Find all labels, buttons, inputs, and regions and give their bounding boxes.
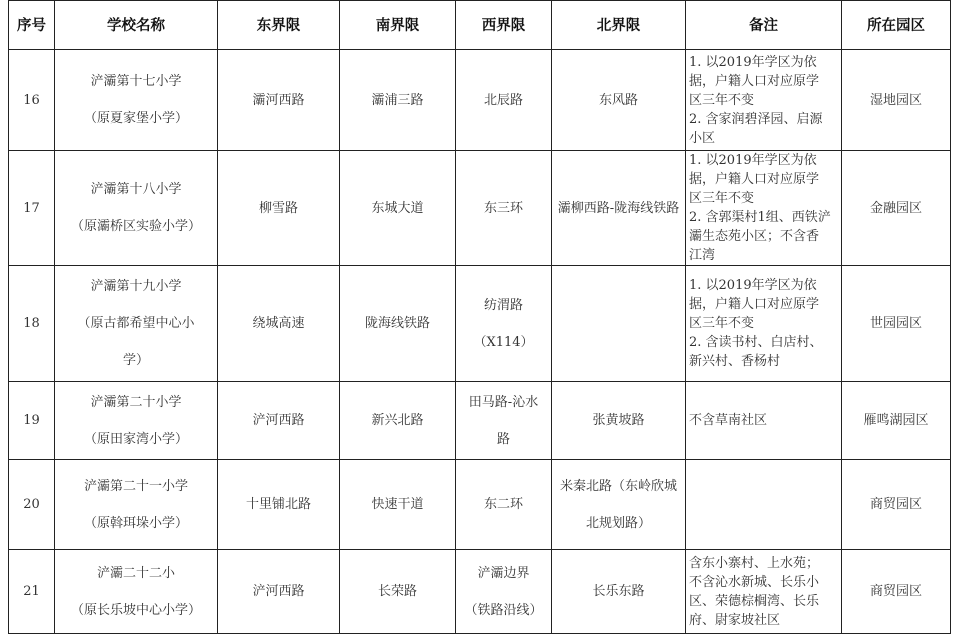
cell-west-line: 浐灞边界 <box>477 565 530 581</box>
cell-note <box>686 550 842 634</box>
cell-east-line: 灞河西路 <box>252 92 305 108</box>
cell-school-line: 浐灞第二十一小学 <box>83 478 188 494</box>
cell-west-line: 东二环 <box>483 497 523 512</box>
cell-east <box>218 460 340 550</box>
table-row <box>9 151 951 266</box>
cell-school-line: （原斡珥垛小学） <box>83 515 188 531</box>
header-north: 北界限 <box>552 1 686 50</box>
cell-east <box>218 50 340 151</box>
cell-park: 世园园区 <box>842 266 951 382</box>
cell-east-line: 十里铺北路 <box>245 497 311 512</box>
cell-east-line: 浐河西路 <box>252 584 305 599</box>
cell-south <box>340 266 456 382</box>
cell-note <box>686 151 842 266</box>
cell-west-line: （X114） <box>473 334 534 350</box>
cell-south <box>340 550 456 634</box>
cell-north <box>552 151 686 266</box>
table-row <box>9 50 951 151</box>
cell-west-line: 田马路-沁水 <box>468 394 539 410</box>
cell-note <box>686 460 842 550</box>
header-park: 所在园区 <box>842 1 951 50</box>
cell-school-line: （原田家湾小学） <box>83 431 188 447</box>
cell-note <box>686 382 842 460</box>
cell-south <box>340 50 456 151</box>
cell-south <box>340 460 456 550</box>
cell-school <box>55 382 218 460</box>
cell-park: 湿地园区 <box>842 50 951 151</box>
cell-park: 商贸园区 <box>842 550 951 634</box>
cell-west <box>456 151 552 266</box>
cell-west-line: （铁路沿线） <box>464 602 543 618</box>
cell-school-line: （原夏家堡小学） <box>83 111 188 126</box>
cell-note-line: 含东小寨村、上水苑； <box>689 555 820 571</box>
cell-north-line: 长乐东路 <box>592 584 645 599</box>
cell-note-line: 1. 以2019年学区为依 <box>689 153 817 168</box>
cell-note-line: 江湾 <box>689 248 716 263</box>
cell-park: 雁鸣湖园区 <box>842 382 951 460</box>
header-note: 备注 <box>686 1 842 50</box>
cell-east-line: 绕城高速 <box>252 316 305 331</box>
cell-east <box>218 382 340 460</box>
cell-note-line: 区三年不变 <box>689 316 755 331</box>
cell-no: 17 <box>9 151 55 266</box>
cell-north-line: 灞柳西路-陇海线铁路 <box>557 200 680 216</box>
cell-no: 18 <box>9 266 55 382</box>
cell-west-line: 纺渭路 <box>483 297 523 313</box>
table-row <box>9 550 951 634</box>
cell-note-line: 区三年不变 <box>689 191 755 206</box>
cell-north-line: 米秦北路（东岭欣城 <box>559 478 677 494</box>
cell-north <box>552 382 686 460</box>
cell-school <box>55 151 218 266</box>
table-header-row <box>9 1 951 50</box>
cell-north <box>552 266 686 382</box>
cell-note-line: 区、荣德棕榈湾、长乐 <box>689 593 820 609</box>
cell-east <box>218 151 340 266</box>
cell-note-line: 灞生态苑小区；不含香 <box>689 229 820 244</box>
header-east: 东界限 <box>218 1 340 50</box>
cell-west <box>456 550 552 634</box>
cell-east-line: 浐河西路 <box>252 413 305 428</box>
cell-south-line: 快速干道 <box>371 497 424 512</box>
header-south: 南界限 <box>340 1 456 50</box>
cell-school <box>55 266 218 382</box>
cell-note-line: 不含草南社区 <box>689 413 768 428</box>
cell-note-line: 府、尉家坡社区 <box>689 612 781 628</box>
cell-north-line: 张黄坡路 <box>592 413 645 428</box>
cell-east <box>218 550 340 634</box>
cell-south-line: 陇海线铁路 <box>364 316 430 331</box>
cell-note-line: 1. 以2019年学区为依 <box>689 54 817 70</box>
table-row <box>9 266 951 382</box>
cell-school-line: 浐灞二十二小 <box>96 565 175 581</box>
cell-school <box>55 460 218 550</box>
cell-note-line: 2. 含家润碧泽园、启源 <box>689 111 823 127</box>
cell-no: 21 <box>9 550 55 634</box>
cell-note-line: 2. 含读书村、白店村、 <box>689 335 823 350</box>
table-row <box>9 382 951 460</box>
cell-note-line: 小区 <box>689 130 716 146</box>
cell-no: 19 <box>9 382 55 460</box>
cell-note-line: 区三年不变 <box>689 92 755 108</box>
cell-school-line: 学） <box>122 353 149 368</box>
cell-school <box>55 50 218 151</box>
school-district-table <box>8 0 951 634</box>
cell-note <box>686 50 842 151</box>
cell-south-line: 东城大道 <box>371 200 424 216</box>
cell-school-line: 浐灞第十八小学 <box>90 182 182 197</box>
cell-school-line: （原灞桥区实验小学） <box>70 219 201 234</box>
cell-west <box>456 460 552 550</box>
cell-south <box>340 382 456 460</box>
cell-west <box>456 266 552 382</box>
cell-note-line: 新兴村、香杨村 <box>689 354 781 369</box>
cell-school-line: 浐灞第二十小学 <box>90 394 182 410</box>
cell-west <box>456 382 552 460</box>
cell-south <box>340 151 456 266</box>
cell-west-line: 东三环 <box>483 200 523 216</box>
cell-note-line: 2. 含郭渠村1组、西铁浐 <box>689 210 831 225</box>
cell-note-line: 不含沁水新城、长乐小 <box>689 574 820 590</box>
cell-no: 16 <box>9 50 55 151</box>
cell-north-line: 东风路 <box>598 92 638 108</box>
header-school: 学校名称 <box>55 1 218 50</box>
cell-note-line: 1. 以2019年学区为依 <box>689 278 817 293</box>
cell-south-line: 长荣路 <box>377 584 417 599</box>
cell-south-line: 灞浦三路 <box>371 92 424 108</box>
cell-north <box>552 550 686 634</box>
cell-north <box>552 50 686 151</box>
cell-school-line: 浐灞第十七小学 <box>90 74 182 89</box>
cell-school <box>55 550 218 634</box>
cell-west <box>456 50 552 151</box>
header-no: 序号 <box>9 1 55 50</box>
cell-school-line: （原长乐坡中心小学） <box>70 602 201 618</box>
cell-park: 商贸园区 <box>842 460 951 550</box>
cell-west-line: 路 <box>496 431 510 447</box>
cell-south-line: 新兴北路 <box>371 413 424 428</box>
cell-note-line: 据，户籍人口对应原学 <box>689 73 820 89</box>
cell-east-line: 柳雪路 <box>258 200 298 216</box>
cell-school-line: 浐灞第十九小学 <box>90 279 182 294</box>
cell-note-line: 据，户籍人口对应原学 <box>689 297 820 312</box>
cell-no: 20 <box>9 460 55 550</box>
cell-north-line: 北规划路） <box>585 515 651 531</box>
cell-east <box>218 266 340 382</box>
cell-note <box>686 266 842 382</box>
cell-west-line: 北辰路 <box>483 92 523 108</box>
cell-note-line: 据，户籍人口对应原学 <box>689 172 820 187</box>
cell-north <box>552 460 686 550</box>
table-row <box>9 460 951 550</box>
header-west: 西界限 <box>456 1 552 50</box>
cell-school-line: （原古都希望中心小 <box>77 316 195 331</box>
cell-park: 金融园区 <box>842 151 951 266</box>
